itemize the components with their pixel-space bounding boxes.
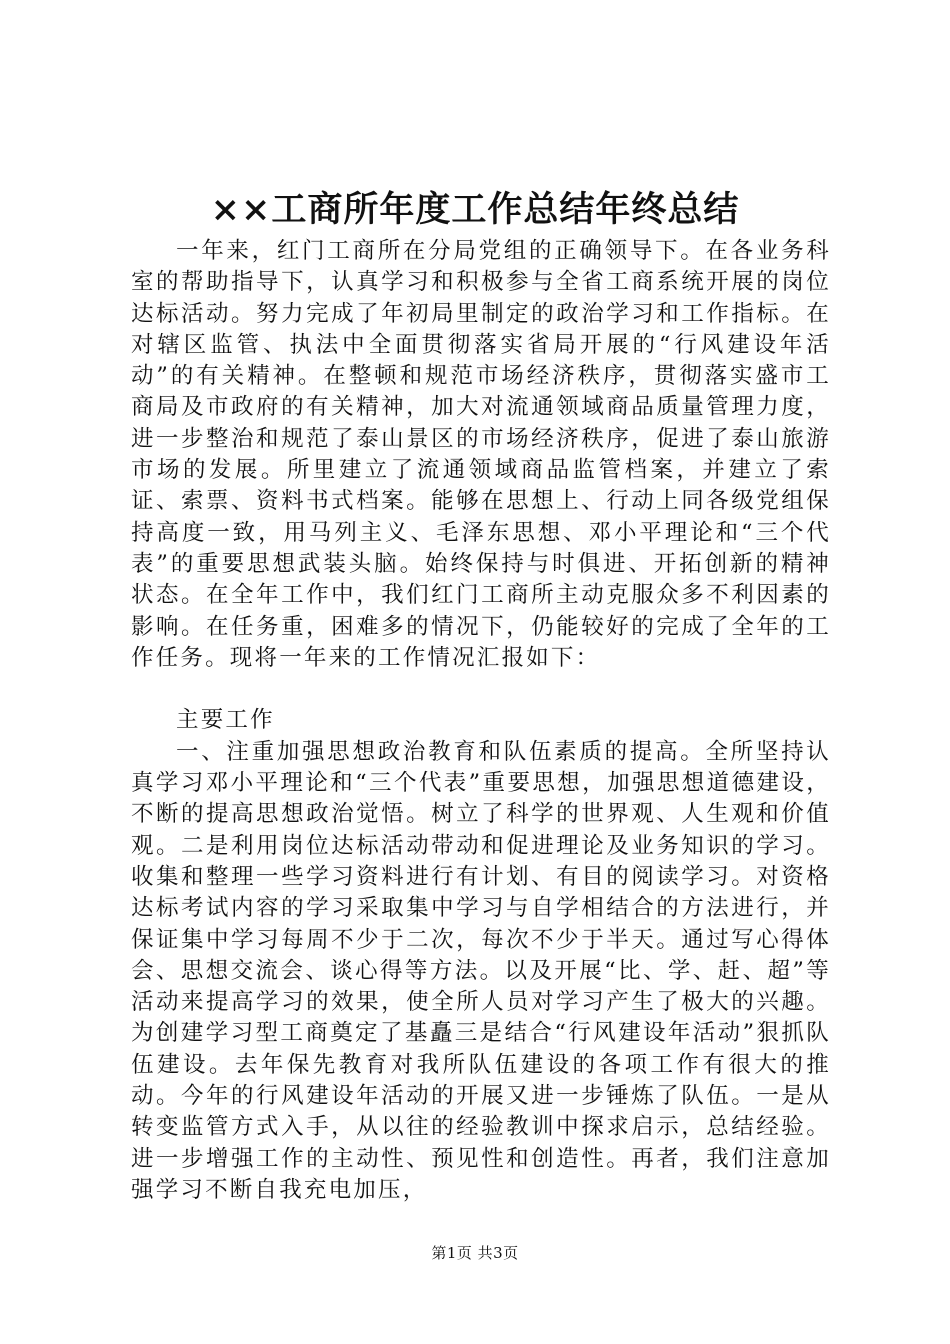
- document-title: ××工商所年度工作总结年终总结: [210, 189, 740, 230]
- page-footer: 第1页 共3页: [431, 1244, 519, 1262]
- document-body: [131, 236, 831, 1206]
- intro-paragraph: 一年来，红门工商所在分局党组的正确领导下。在各业务科室的帮助指导下，认真学习和积极参与全省工商系统开展的岗位达标活动。努力完成了年初局里制定的政治学习和工作指标。在对辖区监管、执法中全面贯彻落实省局开展的“行风建设年活动”的有关精神。在整顿和规范市场经济秩序，贯彻落实盛市工商局及市政府的有关精神，加大对流通领域商品质量管理力度，进一步整治和规范了泰山景区的市场经济秩序，促进了泰山旅游市场的发展。所里建立了流通领域商品监管档案，并建立了索证、索票、资料书式档案。能够在思想上、行动上同各级党组保持高度一致，用马列主义、毛泽东思想、邓小平理论和“三个代表”的重要思想武装头脑。始终保持与时俱进、开拓创新的精神状态。在全年工作中，我们红门工商所主动克服众多不利因素的影响。在任务重，困难多的情况下，仍能较好的完成了全年的工作任务。现将一年来的工作情况汇报如下：: [131, 238, 831, 671]
- section-heading: 主要工作: [176, 707, 275, 734]
- work-paragraph-1: 一、注重加强思想政治教育和队伍素质的提高。全所坚持认真学习邓小平理论和“三个代表”重要思想，加强思想道德建设，不断的提高思想政治觉悟。树立了科学的世界观、人生观和价值观。二是利用岗位达标活动带动和促进理论及业务知识的学习。收集和整理一些学习资料进行有计划、有目的阅读学习。对资格达标考试内容的学习采取集中学习与自学相结合的方法进行，并保证集中学习每周不少于二次，每次不少于半天。通过写心得体会、思想交流会、谈心得等方法。以及开展“比、学、赶、超”等活动来提高学习的效果，使全所人员对学习产生了极大的兴趣。为创建学习型工商奠定了基矗三是结合“行风建设年活动”狠抓队伍建设。去年保先教育对我所队伍建设的各项工作有很大的推动。今年的行风建设年活动的开展又进一步锤炼了队伍。一是从转变监管方式入手，从以往的经验教训中探求启示，总结经验。进一步增强工作的主动性、预见性和创造性。再者，我们注意加强学习不断自我充电加压，: [131, 738, 831, 1203]
